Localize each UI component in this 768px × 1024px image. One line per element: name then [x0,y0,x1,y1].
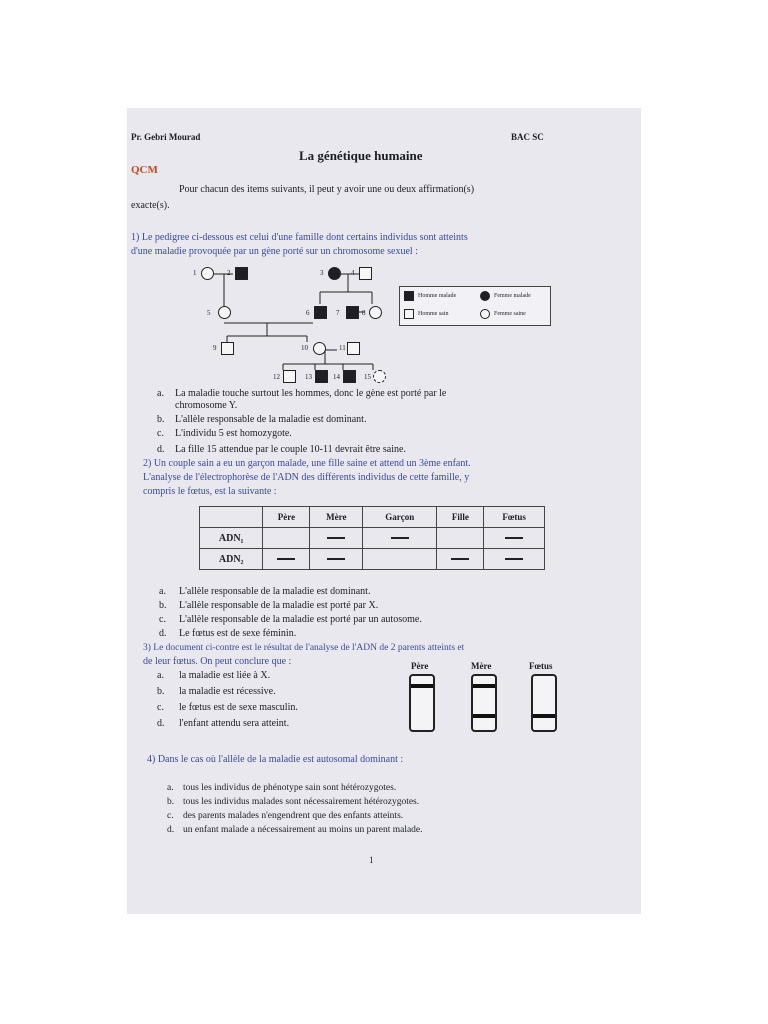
q1-option-a-letter: a. [157,388,164,399]
individual-8-healthy-female [369,306,382,319]
electrophoresis-table [199,506,545,570]
individual-3-affected-female [328,267,341,280]
page-number: 1 [369,855,374,865]
legend-affected-male-symbol [404,291,414,301]
individual-13-affected-male [315,370,328,383]
q3-option-b: la maladie est récessive. [179,686,276,697]
legend-healthy-female: Femme saine [494,311,526,317]
table-header-girl: Fille [437,507,484,528]
individual-6-affected-male [314,306,327,319]
table-header-father: Père [263,507,310,528]
q4-option-a: tous les individus de phénotype sain sont hétérozygotes. [183,783,397,793]
legend-healthy-male: Homme sain [418,311,449,317]
dna2-mother-band [327,558,345,560]
fetus-band-1 [533,714,555,718]
individual-14-affected-male [343,370,356,383]
q4-option-c-letter: c. [167,811,174,821]
pedigree-number-3: 3 [320,269,324,277]
exam-sheet [127,108,641,914]
q2-option-d: Le fœtus est de sexe féminin. [179,628,297,639]
q1-option-d-letter: d. [157,444,165,455]
pedigree-number-12: 12 [273,373,280,381]
pedigree-number-1: 1 [193,269,197,277]
gel-label-mother: Mère [471,661,492,671]
q3-option-c-letter: c. [157,702,164,713]
q2-option-b: L'allèle responsable de la maladie est porté par X. [179,600,379,611]
pedigree-number-8: 8 [362,309,366,317]
father-band-1 [411,684,433,688]
dna2-girl-cell [437,549,484,570]
individual-11-healthy-male [347,342,360,355]
q1-line-2: d'une maladie provoquée par un gène porté sur un chromosome sexuel : [131,246,418,257]
q1-option-a: La maladie touche surtout les hommes, donc le gène est porté par le [175,388,447,399]
dna2-fetus-band [505,558,523,560]
dna1-boy-band [391,537,409,539]
class-label: BAC SC [511,132,544,142]
individual-7-affected-male [346,306,359,319]
dna2-father-band [277,558,295,560]
table-header-fetus: Fœtus [484,507,545,528]
q3-option-c: le fœtus est de sexe masculin. [179,702,298,713]
dna1-boy-cell [363,528,437,549]
q1-option-a-cont: chromosome Y. [175,400,238,411]
individual-4-healthy-male [359,267,372,280]
q1-option-c-letter: c. [157,428,164,439]
q2-option-a: L'allèle responsable de la maladie est dominant. [179,586,371,597]
dna1-fetus-cell [484,528,545,549]
pedigree-number-4: 4 [351,269,355,277]
q4-option-d-letter: d. [167,825,175,835]
q4-option-c: des parents malades n'engendrent que des enfants atteints. [183,811,404,821]
pedigree-legend [399,286,551,326]
dna2-mother-cell [310,549,363,570]
pedigree-number-6: 6 [306,309,310,317]
pedigree-number-2: 2 [227,269,231,277]
q2-option-a-letter: a. [159,586,166,597]
q1-line-1: 1) Le pedigree ci-dessous est celui d'une famille dont certains individus sont atteints [131,232,468,243]
pedigree-lines [187,258,407,388]
gel-lane-fetus [531,674,557,732]
q1-option-c: L'individu 5 est homozygote. [175,428,292,439]
pedigree-number-5: 5 [207,309,211,317]
q2-option-b-letter: b. [159,600,167,611]
dna1-father-cell [263,528,310,549]
dna2-fetus-cell [484,549,545,570]
dna2-girl-band [451,558,469,560]
individual-12-healthy-male [283,370,296,383]
gel-lane-mother [471,674,497,732]
q2-line-1: 2) Un couple sain a eu un garçon malade, une fille saine et attend un 3ème enfant. [143,458,471,469]
legend-healthy-male-symbol [404,309,414,319]
pedigree-number-13: 13 [305,373,312,381]
table-row-dna1 [200,528,545,549]
qcm-label: QCM [131,164,158,176]
table-header-mother: Mère [310,507,363,528]
teacher-name: Pr. Gebri Mourad [131,132,201,142]
dna1-girl-cell [437,528,484,549]
individual-15-expected-child [373,370,386,383]
row-label-dna1: ADN₁ [200,528,263,549]
mother-band-2 [473,714,495,718]
individual-10-healthy-female [313,342,326,355]
table-row-dna2 [200,549,545,570]
q2-option-d-letter: d. [159,628,167,639]
gel-label-father: Père [411,661,429,671]
pedigree-number-14: 14 [333,373,340,381]
q4-line: 4) Dans le cas où l'allèle de la maladie est autosomal dominant : [147,754,404,765]
q4-option-b: tous les individus malades sont nécessairement hétérozygotes. [183,797,420,807]
q3-line-1: 3) Le document ci-contre est le résultat de l'analyse de l'ADN de 2 parents atteints et [143,643,465,653]
row-label-dna2: ADN₂ [200,549,263,570]
q1-option-b: L'allèle responsable de la maladie est dominant. [175,414,367,425]
q4-option-d: un enfant malade a nécessairement au moins un parent malade. [183,825,423,835]
dna1-mother-cell [310,528,363,549]
table-header-boy: Garçon [363,507,437,528]
legend-affected-male: Homme malade [418,293,457,299]
individual-2-affected-male [235,267,248,280]
gel-lane-father [409,674,435,732]
pedigree-number-10: 10 [301,344,308,352]
q4-option-a-letter: a. [167,783,174,793]
individual-9-healthy-male [221,342,234,355]
page-title: La génétique humaine [299,148,423,163]
individual-1-healthy-female [201,267,214,280]
dna1-fetus-band [505,537,523,539]
mother-band-1 [473,684,495,688]
pedigree-number-7: 7 [336,309,340,317]
table-header-empty [200,507,263,528]
q3-option-a: la maladie est liée à X. [179,670,271,681]
legend-affected-female: Femme malade [494,293,531,299]
q2-line-3: compris le fœtus, est la suivante : [143,486,277,497]
intro-line-2: exacte(s). [131,200,170,211]
pedigree-number-15: 15 [364,373,371,381]
dna2-boy-cell [363,549,437,570]
pedigree-number-9: 9 [213,344,217,352]
q3-line-2: de leur fœtus. On peut conclure que : [143,656,292,667]
q3-option-d-letter: d. [157,718,165,729]
q2-option-c-letter: c. [159,614,166,625]
legend-healthy-female-symbol [480,309,490,319]
q1-option-d: La fille 15 attendue par le couple 10-11 devrait être saine. [175,444,406,455]
q3-option-a-letter: a. [157,670,164,681]
legend-affected-female-symbol [480,291,490,301]
pedigree-number-11: 11 [339,344,346,352]
dna2-father-cell [263,549,310,570]
q2-line-2: L'analyse de l'électrophorèse de l'ADN des différents individus de cette famille, y [143,472,470,483]
q3-option-b-letter: b. [157,686,165,697]
q1-option-b-letter: b. [157,414,165,425]
individual-5-healthy-female [218,306,231,319]
dna1-mother-band [327,537,345,539]
q2-option-c: L'allèle responsable de la maladie est porté par un autosome. [179,614,422,625]
gel-label-fetus: Fœtus [529,661,553,671]
q4-option-b-letter: b. [167,797,175,807]
intro-line-1: Pour chacun des items suivants, il peut y avoir une ou deux affirmation(s) [179,184,475,195]
q3-option-d: l'enfant attendu sera atteint. [179,718,290,729]
